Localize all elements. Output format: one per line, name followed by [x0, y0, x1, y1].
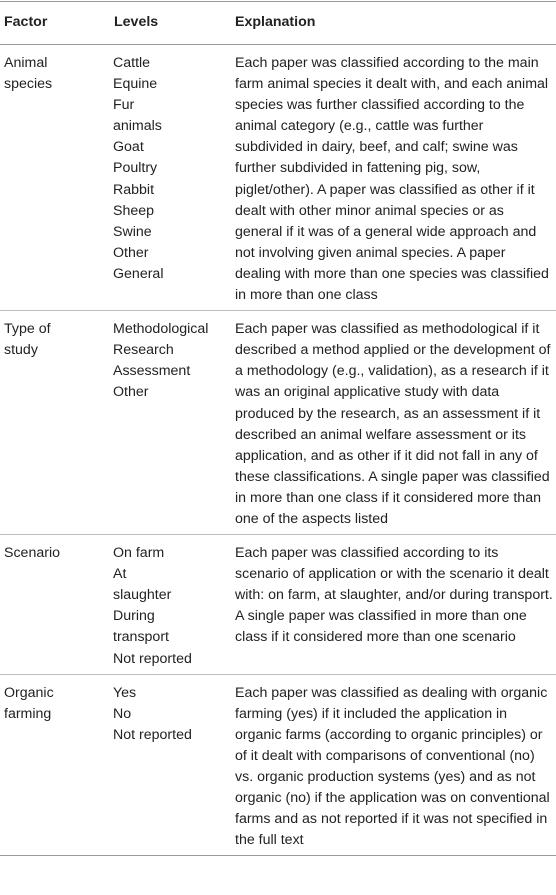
- level-item: Research: [113, 342, 174, 359]
- levels-cell: [110, 674, 235, 856]
- level-item: Other: [113, 244, 149, 261]
- table-row: [0, 311, 556, 535]
- explanation-cell: Each paper was classified according to its scenario of application or with the scenario it dealt with: on farm, at slaughter, and/or during transport. A single paper was classified in more than one class if it considered more than one scenario: [235, 545, 553, 646]
- level-item: Sheep: [113, 202, 155, 219]
- level-item: slaughter: [113, 587, 172, 604]
- level-item: On farm: [113, 545, 165, 562]
- level-item: Goat: [113, 139, 144, 156]
- factor-cell: [0, 674, 110, 856]
- table-row: [0, 45, 556, 311]
- factor-cell: [0, 535, 110, 675]
- table-row: [0, 535, 556, 675]
- table-row: [0, 674, 556, 856]
- explanation-cell: Each paper was classified according to the main farm animal species it dealt with, and each animal species was further classified according to the animal category (e.g., cattle was further subdivided in dairy, beef, and calf; swine was further subdivided in fattening pig, sow, piglet/other). A paper was classified as other if it dealt with other minor animal species or as general if it was of a general wide approach and not involving given animal species. A paper dealing with more than one species was classified in more than one class: [235, 55, 549, 304]
- factor-line: species: [4, 76, 53, 93]
- factor-cell: [0, 311, 110, 535]
- level-item: During: [113, 608, 155, 625]
- level-item: transport: [113, 629, 169, 646]
- level-item: Assessment: [113, 363, 191, 380]
- level-item: Equine: [113, 76, 158, 93]
- factor-line: farming: [4, 705, 52, 722]
- level-item: Yes: [113, 684, 137, 701]
- levels-cell: [110, 45, 235, 311]
- header-row: [0, 2, 556, 45]
- level-item: Not reported: [113, 650, 192, 667]
- level-item: General: [113, 265, 164, 282]
- classification-table: [0, 1, 556, 856]
- factor-line: Scenario: [4, 545, 60, 562]
- level-item: Other: [113, 384, 149, 401]
- levels-header: Levels: [114, 14, 159, 30]
- level-item: No: [113, 705, 132, 722]
- factor-line: Type of: [4, 321, 51, 338]
- levels-cell: [110, 535, 235, 675]
- factor-cell: [0, 45, 110, 311]
- level-item: Not reported: [113, 726, 192, 743]
- level-item: Swine: [113, 223, 152, 240]
- factor-line: Animal: [4, 55, 48, 71]
- level-item: Fur: [113, 97, 135, 114]
- level-item: animals: [113, 118, 162, 135]
- factor-line: study: [4, 342, 38, 359]
- factor-header: Factor: [4, 14, 48, 30]
- explanation-cell: Each paper was classified as dealing with organic farming (yes) if it included the application in organic farms (according to organic principles) or of it dealt with comparisons of conventional (no) vs. organic production systems (yes) and as not organic (no) if the application was on conventional farms and as not reported if it was not specified in the full text: [235, 684, 550, 849]
- explanation-header: Explanation: [235, 14, 316, 30]
- level-item: Cattle: [113, 55, 151, 71]
- explanation-cell: Each paper was classified as methodological if it described a method applied or the development of a methodology (e.g., validation), as a research if it was an original applicative study with data produced by the research, as an assessment if it described an animal welfare assessment or its application, and as other if it did not fall in any of these classifications. A single paper was classified in more than one class if it considered more than one of the aspects listed: [235, 321, 551, 527]
- level-item: At: [113, 566, 127, 583]
- level-item: Poultry: [113, 160, 158, 177]
- factor-line: Organic: [4, 684, 54, 701]
- level-item: Rabbit: [113, 181, 155, 198]
- level-item: Methodological: [113, 321, 209, 338]
- levels-cell: [110, 311, 235, 535]
